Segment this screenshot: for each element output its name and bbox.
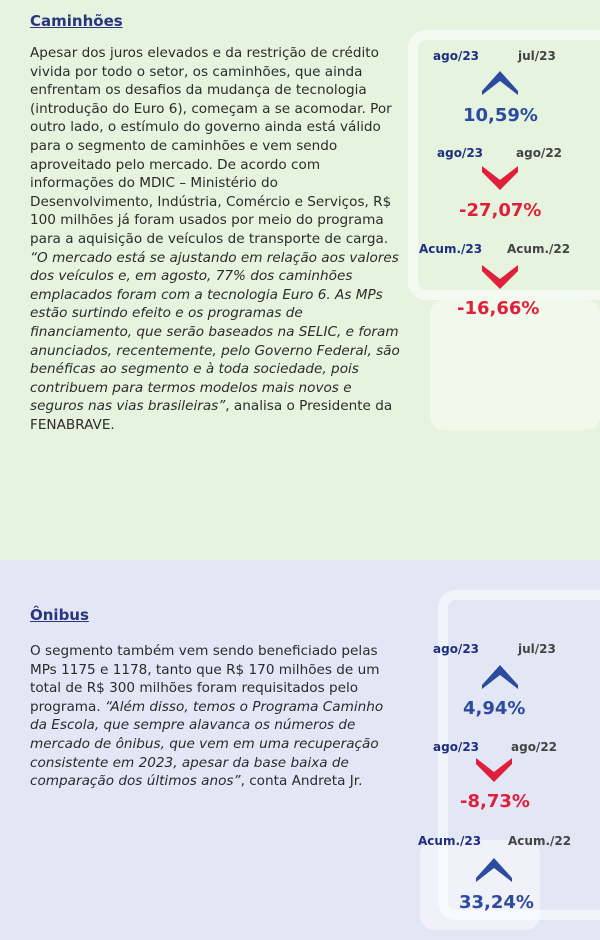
buses-stat1-current-label: ago/23 [433,642,480,656]
trucks-text-2: , analisa o Presidente da FENABRAVE. [30,398,393,433]
buses-stat3-previous-label: Acum./22 [508,834,572,848]
buses-stat2-down-arrow-icon [476,758,512,784]
trucks-stat3-value: -16,66% [457,298,540,319]
buses-stat3-value: 33,24% [459,892,534,913]
trucks-quote: “O mercado está se ajustando em relação aos valores dos veículos e, em agosto, 77% dos caminhões emplacados foram com a tecnologia Euro 6. As MPs estão surtindo efeito e os programas de financiamento, que serão baseados na SELIC, e foram anunciados, recentemente, pelo Governo Federal, são benéficas ao segmento e à toda sociedade, pois contribuem para termos modelos mais novos e seguros nas vias brasileiras” [30,249,400,415]
trucks-stat3-down-arrow-icon [482,265,518,291]
trucks-title: Caminhões [30,12,123,30]
trucks-stat3-previous-label: Acum./22 [507,242,571,256]
buses-stat1-up-arrow-icon [482,663,518,689]
trucks-stat1-up-arrow-icon [482,69,518,95]
buses-paragraph [30,642,400,791]
buses-stat2-value: -8,73% [460,791,530,812]
bus-silhouette-lower [420,840,540,930]
truck-silhouette-lower [430,300,600,430]
buses-stat3-current-label: Acum./23 [418,834,482,848]
buses-stat2-previous-label: ago/22 [511,740,558,754]
trucks-stat2-previous-label: ago/22 [516,146,563,160]
buses-quote: “Além disso, temos o Programa Caminho da Escola, que sempre alavanca os números de mercado de ônibus, que vem em uma recuperação consistente em 2023, apesar da base baixa de comparação dos últimos anos” [30,698,384,790]
buses-stat3-up-arrow-icon [476,856,512,882]
buses-stat1-value: 4,94% [463,698,526,719]
buses-title: Ônibus [30,606,89,624]
buses-text-2: , conta Andreta Jr. [240,773,363,790]
trucks-stat2-down-arrow-icon [482,166,518,192]
trucks-stat2-value: -27,07% [459,200,542,221]
trucks-text-1: Apesar dos juros elevados e da restrição de crédito vivida por todo o setor, os caminhões, que ainda enfrentam os desafios da mudança de tecnologia (introdução do Euro 6), começam a se acomodar. Por outro lado, o estímulo do governo ainda está válido para o segmento de caminhões e vem sendo aproveitado pelo mercado. De acordo com informações do MDIC – Ministério do Desenvolvimento, Indústria, Comércio e Serviços, R$ 100 milhões já foram usados por meio do programa para a aquisição de veículos de transporte de carga. [30,45,392,247]
trucks-paragraph [30,44,400,434]
buses-section [0,560,600,940]
trucks-stat1-current-label: ago/23 [433,49,480,63]
buses-stat1-previous-label: jul/23 [518,642,556,656]
buses-stat2-current-label: ago/23 [433,740,480,754]
trucks-stat3-current-label: Acum./23 [419,242,483,256]
trucks-stat1-value: 10,59% [463,105,538,126]
buses-text-1: O segmento também vem sendo beneficiado pelas MPs 1175 e 1178, tanto que R$ 170 milhões de um total de R$ 300 milhões foram requisitados pelo programa. [30,643,380,715]
trucks-stat1-previous-label: jul/23 [518,49,556,63]
trucks-stat2-current-label: ago/23 [437,146,484,160]
